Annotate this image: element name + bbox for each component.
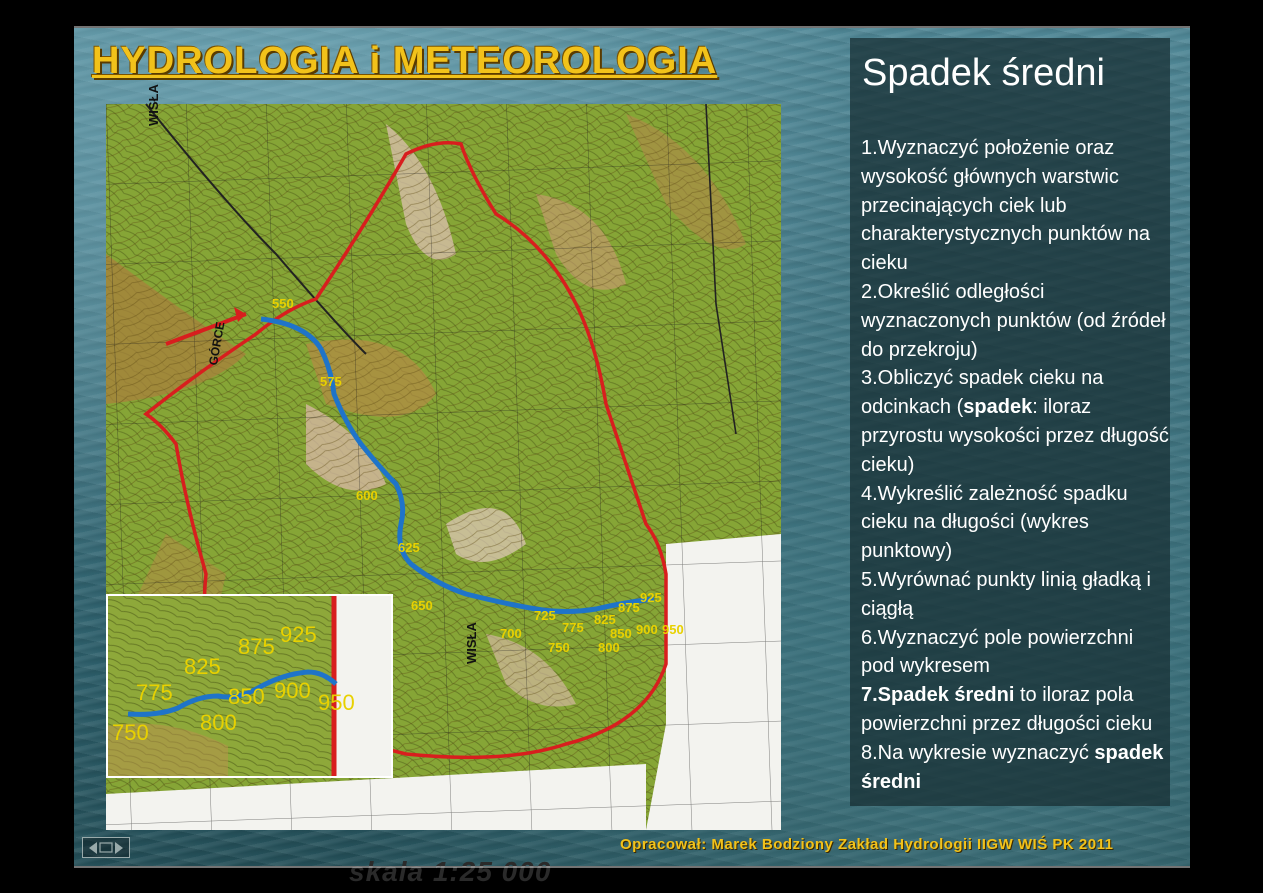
slide [74, 28, 1190, 887]
inset-label: 925 [280, 622, 317, 647]
inset-label: 900 [274, 678, 311, 703]
inset-label: 750 [112, 720, 149, 745]
contour-label: 875 [618, 600, 640, 615]
contour-label: 575 [320, 374, 342, 389]
inset-label: 800 [200, 710, 237, 735]
inset-label: 825 [184, 654, 221, 679]
contour-label: 950 [662, 622, 684, 637]
map-label-gorce: GÓRCE [206, 320, 228, 367]
inset-label: 875 [238, 634, 275, 659]
slide-title: HYDROLOGIA i METEOROLOGIA [92, 40, 718, 82]
contour-label: 750 [548, 640, 570, 655]
step-4: 4.Wykreślić zależność spadku cieku na długości (wykres punktowy) [861, 482, 1128, 563]
contour-label: 900 [636, 622, 658, 637]
contour-label: 625 [398, 540, 420, 555]
contour-label: 775 [562, 620, 584, 635]
map-zoom-inset [106, 594, 393, 778]
contour-label: 925 [640, 590, 662, 605]
inset-label: 775 [136, 680, 173, 705]
contour-label: 600 [356, 488, 378, 503]
step-6: 6.Wyznaczyć pole powierzchni pod wykresem [861, 626, 1134, 678]
step-3: 3.Obliczyć spadek cieku na odcinkach (spadek: iloraz przyrostu wysokości przez długość cieku) [861, 367, 1169, 476]
step-8: 8.Na wykresie wyznaczyć spadek średni [861, 741, 1164, 793]
instruction-panel [850, 38, 1170, 806]
step-5: 5.Wyrównać punkty linią gładką i ciągłą [861, 568, 1151, 620]
map-label-wisla: WISŁA [146, 84, 161, 126]
contour-label: 550 [272, 296, 294, 311]
step-2: 2.Określić odległości wyznaczonych punktów (od źródeł do przekroju) [861, 280, 1166, 361]
panel-title: Spadek średni [862, 52, 1105, 94]
contour-label: 725 [534, 608, 556, 623]
map-scale-label: skala 1:25 000 [349, 856, 552, 887]
contour-label: 800 [598, 640, 620, 655]
contour-label: 850 [610, 626, 632, 641]
inset-label: 950 [318, 690, 355, 715]
instruction-list [861, 134, 1169, 796]
inset-label: 850 [228, 684, 265, 709]
contour-label: 700 [500, 626, 522, 641]
slide-nav-icon[interactable] [82, 837, 130, 858]
contour-label: 825 [594, 612, 616, 627]
map-label-wisla-2: WISŁA [464, 622, 479, 664]
slide-nav-icon-svg [83, 838, 129, 857]
step-7: 7.Spadek średni to iloraz pola powierzchni przez długości cieku [861, 684, 1153, 735]
step-1: 1.Wyznaczyć położenie oraz wysokość głównych warstwic przecinających ciek lub charakterystycznych punktów na cieku [861, 137, 1151, 275]
contour-label: 650 [411, 598, 433, 613]
slide-footer-credit: Opracował: Marek Bodziony Zakład Hydrologii IIGW WIŚ PK 2011 [620, 836, 1114, 853]
